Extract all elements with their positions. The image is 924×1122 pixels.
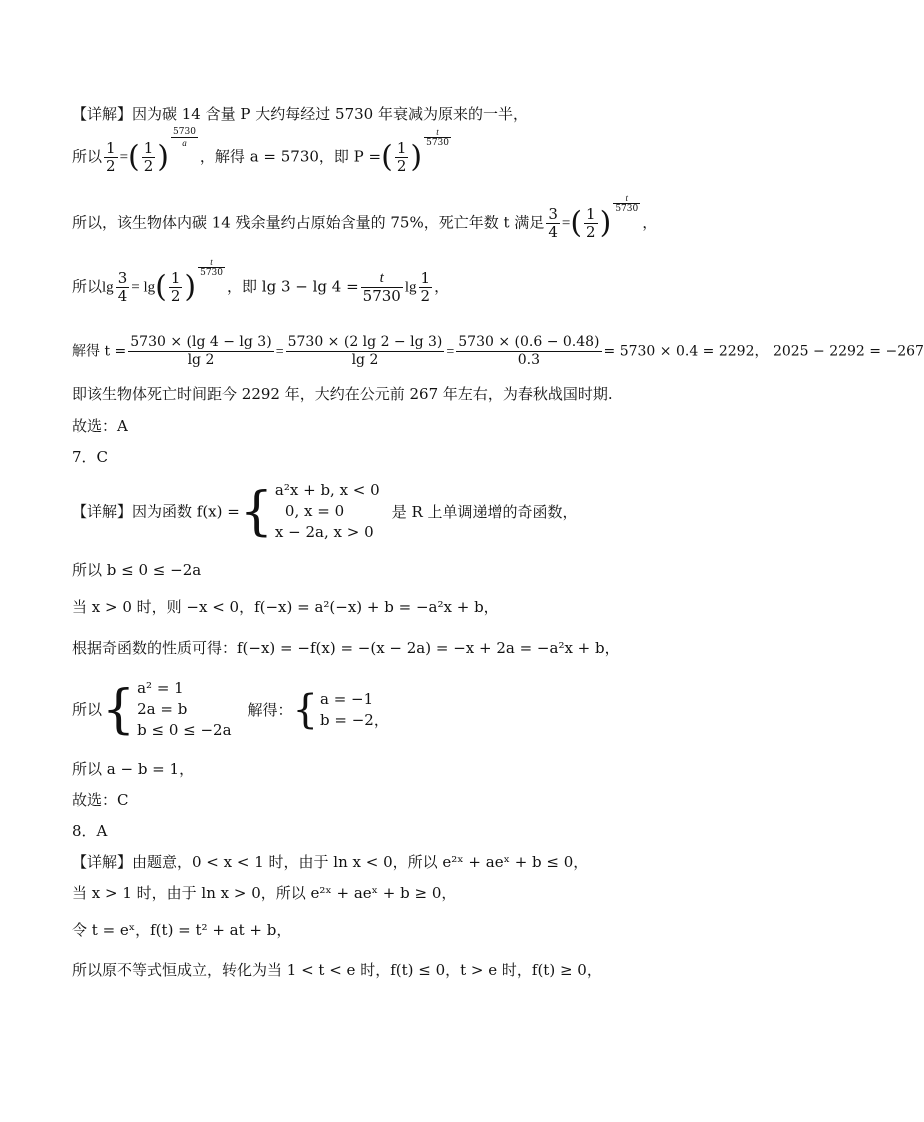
text-lg-diff: ，即 lg 3 − lg 4 = (227, 277, 359, 296)
fraction-half-p: $\frac{1}{2}$ (396, 139, 407, 175)
exponent-t-over-5730-l3: $\frac{t}{5730}$ (615, 192, 639, 214)
system-row-2: 2a = b (137, 700, 188, 718)
answer-line-6: 故选：A (72, 417, 128, 435)
fraction-half: $\frac{1}{2}$ (106, 139, 116, 175)
text-function-def: 【详解】因为函数 f(x) = (72, 502, 240, 521)
text-solve-t: 解得 t = (72, 343, 127, 360)
text-suoyi-2: 所以 (72, 277, 103, 296)
exponent-t-over-5730: $\frac{t}{5730}$ (426, 126, 449, 148)
exponent-5730-over-a: $\frac{5730}{a}$ (173, 126, 196, 148)
question-7-heading: 7．C (72, 448, 109, 466)
question-8-heading: 8．A (72, 822, 108, 840)
fraction-three-quarters-lg: $\frac{3}{4}$ (117, 269, 128, 305)
piece-row-3: x − 2a, x > 0 (274, 523, 374, 541)
fraction-three-quarters: $\frac{3}{4}$ (548, 205, 558, 241)
question-7-line-3: 当 x > 0 时，则 −x < 0，f(−x) = a²(−x) + b = −a²x + b， (72, 598, 499, 616)
text-solve: 解得： (247, 700, 293, 719)
detail-line-1: 【详解】因为碳 14 含量 P 大约每经过 5730 年衰减为原来的一半， (72, 105, 528, 123)
question-8-line-4: 所以原不等式恒成立，转化为当 1 < t < e 时，f(t) ≤ 0，t > e 时，f(t) ≥ 0， (72, 961, 602, 979)
fraction-step-2: $\frac{5730 \times (2 \lg 2 - \lg 3)}{\lg 2}$ (287, 334, 443, 368)
question-7-system (72, 678, 733, 742)
system-row-1: a² = 1 (137, 679, 184, 697)
solution-row-2: b = −2， (320, 710, 389, 729)
exponent-t-over-5730-lg: $\frac{t}{5730}$ (200, 256, 224, 278)
piece-row-2: 0, x = 0 (284, 502, 345, 520)
question-8-line-3: 令 t = eˣ，f(t) = t² + at + b， (72, 921, 292, 939)
question-7-line-6: 所以 a − b = 1， (72, 760, 195, 778)
piecewise-function: { a²x + b, x < 0 0, x = 0 x − 2a, x > 0 (239, 481, 380, 542)
fraction-step-1: $\frac{5730 \times (\lg 4 - \lg 3)}{\lg 2}$ (130, 334, 272, 368)
fraction-half-lg-end: $\frac{1}{2}$ (420, 269, 431, 305)
text-residual: 所以，该生物体内碳 14 残余量约占原始含量的 75%，死亡年数 t 满足 (72, 213, 545, 232)
fraction-half-lg: $\frac{1}{2}$ (170, 269, 181, 305)
detail-line-3: 所以，该生物体内碳 14 残余量约占原始含量的 75%，死亡年数 t 满足 $\frac{3}{4}$ =( $\frac{1}{2}$ ) $\frac{t}{5730}$ ， (72, 192, 658, 241)
piece-row-1: a²x + b, x < 0 (274, 481, 380, 499)
equation-system: { a² = 1 2a = b b ≤ 0 ≤ −2a (102, 679, 232, 740)
solution-row-1: a = −1 (320, 689, 374, 708)
detail-line-6: 即该生物体死亡时间距今 2292 年，大约在公元前 267 年左右，为春秋战国时期. (72, 385, 613, 403)
question-7-line-4: 根据奇函数的性质可得：f(−x) = −f(x) = −(x − 2a) = −x + 2a = −a²x + b， (72, 639, 620, 657)
solve-text: ，解得 a = 5730，即 P = (199, 147, 382, 166)
system-row-3: b ≤ 0 ≤ −2a (137, 721, 232, 739)
solution-system: { a = −1 b = −2， (292, 686, 389, 733)
fraction-half-l3: $\frac{1}{2}$ (586, 205, 596, 241)
question-8-line-1: 【详解】由题意，0 < x < 1 时，由于 ln x < 0，所以 e²ˣ + aeˣ + b ≤ 0， (72, 853, 589, 871)
text-result: = 5730 × 0.4 = 2292， 2025 − 2292 = −267 (603, 343, 924, 360)
question-8-line-2: 当 x > 1 时，由于 ln x > 0，所以 e²ˣ + aeˣ + b ≥ 0， (72, 884, 457, 902)
answer-line-7: 故选：C (72, 791, 129, 809)
text-suoyi-3: 所以 (72, 700, 103, 719)
fraction-t-over-5730: $\frac{t}{5730}$ (362, 270, 401, 305)
fraction-half-paren: $\frac{1}{2}$ (143, 139, 154, 175)
question-7-line-2: 所以 b ≤ 0 ≤ −2a (72, 561, 202, 579)
fraction-step-3: $\frac{5730 \times (0.6 - 0.48)}{0.3}$ (458, 334, 600, 368)
text-suoyi: 所以 (72, 147, 103, 166)
detail-line-2: 所以 $\frac{1}{2}$ =( $\frac{1}{2}$ ) $\frac{5730}{a}$ ，解得 a = 5730，即 P =( $\frac{1}{2}$ ) $\frac{t}{5730}$ (72, 126, 449, 175)
text-odd-function: 是 R 上单调递增的奇函数， (391, 502, 578, 521)
detail-line-4: 所以lg $\frac{3}{4}$ = lg( $\frac{1}{2}$ ) $\frac{t}{5730}$ ，即 lg 3 − lg 4 = $\frac{t}{5730}$ lg $\frac{1}{2}$ ， (72, 256, 450, 305)
detail-line-5: 解得 t = $\frac{5730 \times (\lg 4 - \lg 3)}{\lg 2}$ = $\frac{5730 \times (2 \lg 2 - \lg 3)}{\lg 2}$ = $\frac{5730 \times (0.6 - 0.48)}{0.3}$ = 5730 × 0.4 = 2292， 2025 − 2292 = −267 (72, 334, 924, 368)
question-7-detail (72, 480, 733, 540)
